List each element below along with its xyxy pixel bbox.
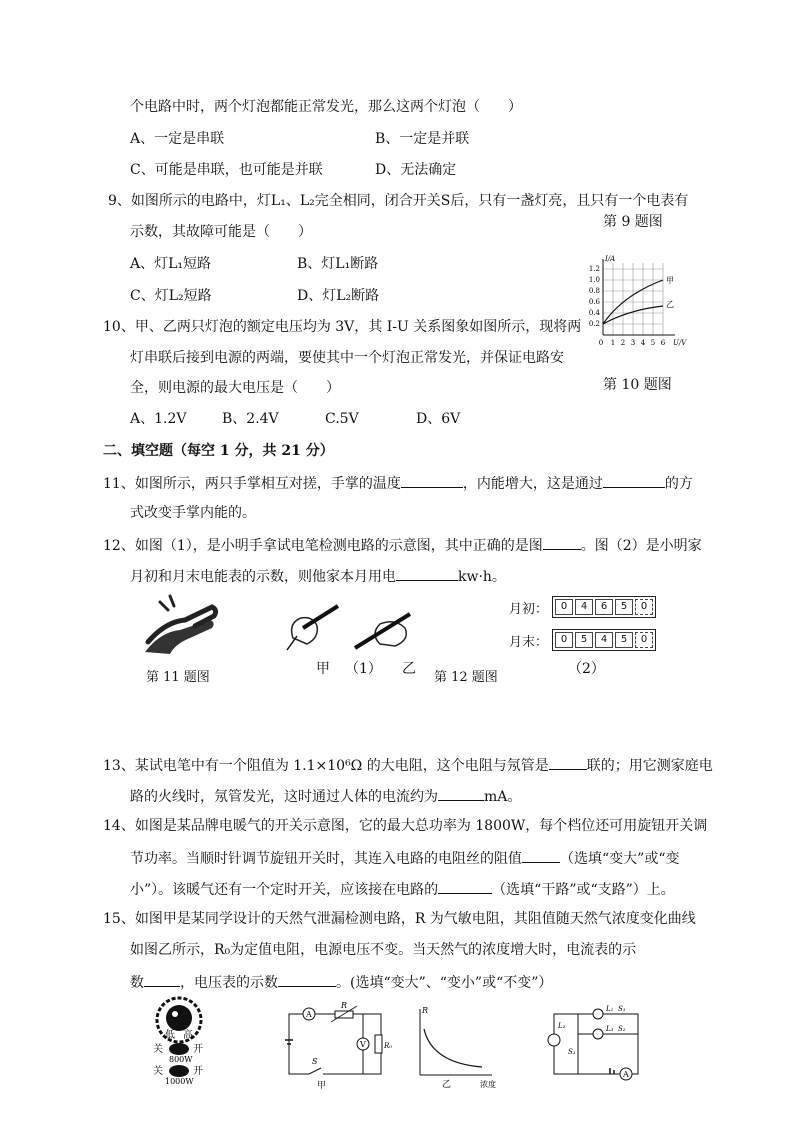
svg-text:L₃: L₃ [606,1025,614,1033]
q10-option-d: D、6V [416,411,461,427]
q14-stem-line2: 节功率。当顺时针调节旋钮开关时，其连入电路的电阻丝的阻值 （选填“变大”或“变 [130,848,679,868]
q15-stem-line3: 数 ，电压表的示数 。(选填“变大”、“变小”或“不变”） [130,972,552,992]
svg-text:开: 开 [193,1066,203,1077]
label-yi: 乙 [402,661,416,677]
lamp-l3-icon [593,1029,603,1039]
q9-option-d: D、灯L₂断路 [297,288,380,304]
fixed-resistor-r0 [375,1035,382,1053]
q14-blank-2 [438,879,492,894]
q15-stem-line1: 15、如图甲是某同学设计的天然气泄漏检测电路，R 为气敏电阻，其阻值随天然气浓度变化曲线 [103,911,696,927]
svg-text:V: V [360,1040,366,1049]
test-pen-grip-yi [350,604,420,654]
ytick: 1.2 [588,265,600,273]
q14-stem-line3: 小”）。该暖气还有一个定时开关，应该接在电路的 （选填“干路”或“支路”）上。 [130,879,675,899]
q10-stem-line1: 10、甲、乙两只灯泡的额定电压均为 3V，其 I-U 关系图象如图所示，现将两 [103,319,582,335]
q13-blank-1 [549,755,587,770]
heater-switch-diagram [145,998,220,1093]
svg-text:800W: 800W [169,1055,193,1064]
q11-blank-2 [603,473,665,488]
q8-option-b: B、一定是并联 [375,131,470,147]
lamp-switch-circuit [548,1006,648,1086]
label-jia: 甲 [316,661,330,677]
q13-stem-line1: 13、某试电笔中有一个阻值为 1.1×10⁶Ω 的大电阻，这个电阻与氖管是 联的；用它测家庭电 [103,755,713,775]
svg-text:R₀: R₀ [384,1042,393,1050]
q9-stem-line2: 示数，其故障可能是（ ） [130,224,312,240]
q12-stem-line2: 月初和月末电能表的示数，则他家本月用电 kw·h。 [130,566,506,586]
q11-stem-line1: 11、如图所示，两只手掌相互对搓，手掌的温度 ，内能增大，这是通过 的方 [103,473,693,493]
svg-text:关: 关 [153,1044,163,1055]
xtick: 0 [598,339,604,347]
toggle-800-icon [169,1043,189,1055]
svg-text:A: A [306,1010,312,1019]
q9-figure-caption: 第 9 题图 [603,214,663,230]
q8-option-a: A、一定是串联 [130,131,225,147]
xtick: 5 [650,339,656,347]
xtick: 6 [660,339,666,347]
ytick: 0.2 [588,320,600,328]
gas-sensor-resistor [335,1011,353,1018]
meter-reading-month-start: 月初： 0 4 6 5 0 [509,596,656,618]
q9-option-c: C、灯L₂短路 [130,288,212,304]
q12-blank-1 [543,535,581,550]
q11-stem-line2: 式改变手掌内能的。 [130,505,256,521]
graph-ylabel: I/A [605,255,616,263]
q9-stem-line1: 9、如图所示的电路中，灯L₁、L₂完全相同，闭合开关S后，只有一盏灯亮，且只有一个电表有 [108,193,689,209]
rubbing-hands-illustration [140,592,220,662]
q15-stem-line2: 如图乙所示，R₀为定值电阻，电源电压不变。当天然气的浓度增大时，电流表的示 [130,942,637,958]
ytick: 1.0 [588,276,600,284]
knob-icon [166,1005,192,1031]
q12-blank-2 [396,566,458,581]
q12-figure-caption: 第 12 题图 [434,670,498,685]
q10-stem-line2: 灯串联后接到电源的两端，要使其中一个灯泡正常发光，并保证电路安 [130,350,564,366]
svg-text:S₁: S₁ [618,1005,626,1013]
svg-text:1000W: 1000W [165,1077,194,1086]
svg-text:R: R [422,1006,429,1015]
ytick: 0.8 [588,287,600,295]
q10-figure-caption: 第 10 题图 [603,377,672,393]
q11-figure-caption: 第 11 题图 [146,670,210,685]
xtick: 2 [620,339,626,347]
lamp-l1-icon [593,1009,603,1019]
q9-option-b: B、灯L₁断路 [297,256,379,272]
svg-text:开: 开 [193,1044,203,1055]
svg-text:L₁: L₁ [606,1005,614,1013]
q10-option-b: B、2.4V [222,411,279,427]
q9-option-a: A、灯L₁短路 [130,256,212,272]
resistance-concentration-graph-yi [412,1005,502,1090]
svg-text:低: 低 [165,1030,175,1041]
meter-reading-month-end: 月末： 0 5 4 5 0 [509,629,656,651]
test-pen-grip-jia [283,598,343,653]
q8-option-d: D、无法确定 [375,162,457,178]
q10-stem-line3: 全，则电源的最大电压是（ ） [130,380,340,396]
q14-blank-1 [522,848,560,863]
ytick: 0.6 [588,298,600,306]
svg-text:浓度: 浓度 [480,1080,496,1089]
q15-blank-2 [278,972,336,987]
q11-blank-1 [401,473,463,488]
q10-option-c: C.5V [325,411,359,427]
q13-stem-line2: 路的火线时，氖管发光，这时通过人体的电流约为 mA。 [130,786,521,806]
svg-text:高: 高 [183,1030,193,1041]
graph-xlabel: U/V [673,339,687,347]
q8-option-c: C、可能是串联，也可能是并联 [130,162,323,178]
svg-text:甲: 甲 [317,1081,327,1091]
ytick: 0.4 [588,309,600,317]
svg-text:乙: 乙 [442,1080,452,1090]
q13-blank-2 [438,786,484,801]
svg-text:S: S [312,1057,318,1066]
q15-blank-1 [144,972,180,987]
svg-text:关: 关 [153,1066,163,1077]
svg-text:A: A [623,1070,629,1079]
q14-stem-line1: 14、如图是某品牌电暖气的开关示意图，它的最大总功率为 1800W，每个档位还可用旋钮开关调 [103,818,708,834]
q10-iu-graph [583,255,693,350]
lamp-l1-side-icon [548,1034,560,1046]
graph-series-jia-label: 甲 [666,276,674,285]
q10-option-a: A、1.2V [130,411,187,427]
q12-stem-line1: 12、如图（1），是小明手拿试电笔检测电路的示意图，其中正确的是图 。图（2）是小明家 [103,535,702,555]
label-figure-2: （2） [568,661,605,677]
xtick: 1 [610,339,616,347]
svg-text:S₃: S₃ [568,1048,576,1056]
q8-stem: 个电路中时，两个灯泡都能正常发光，那么这两个灯泡（ ） [130,99,522,115]
svg-text:L₂: L₂ [558,1022,566,1030]
graph-series-yi-label: 乙 [666,300,674,309]
section-2-title: 二、填空题（每空 1 分，共 21 分） [103,443,334,459]
svg-text:R: R [341,1001,348,1010]
xtick: 4 [640,339,646,347]
xtick: 3 [630,339,636,347]
toggle-1000-icon [169,1065,189,1077]
svg-text:S₂: S₂ [618,1025,626,1033]
gas-detector-circuit-jia [287,1001,393,1091]
label-figure-1: （1） [345,661,382,677]
